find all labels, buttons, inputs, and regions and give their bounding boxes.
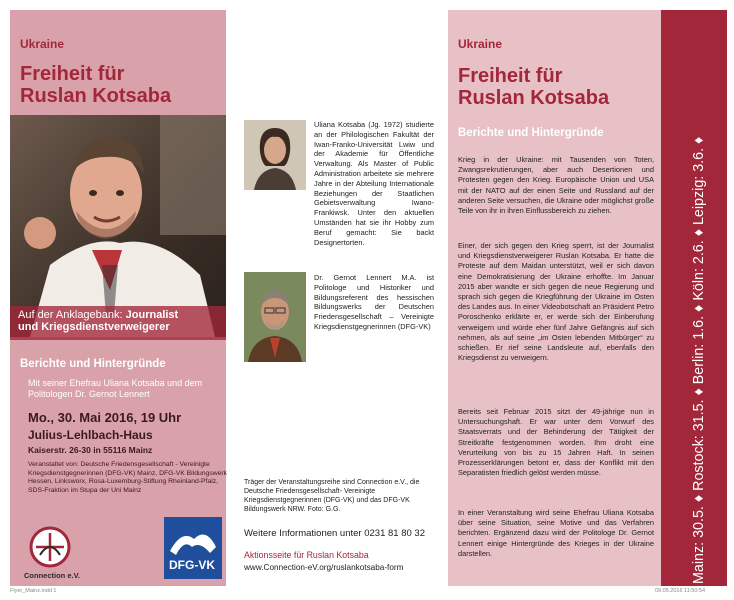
uliana-kotsaba-photo: [244, 120, 306, 190]
event-place: Julius-Lehlbach-Haus: [28, 428, 153, 442]
paragraph-1: Krieg in der Ukraine: mit Tausenden von Toten, Zwangsrekrutierungen, aber auch Desertionen und Protesten gegen den Krieg. Europäische Union und USA mit der NATO auf der einen Seite und Russland auf der anderen Seite versuchen, die Ukraine oder möglichst große Teile von ihr in ihren Einflussbereich zu ziehen.: [458, 155, 654, 216]
uliana-bio-text: Uliana Kotsaba (Jg. 1972) studierte an der Philologischen Fakultät der Iwan-Franko-Universität Lwiw und der Akademie für Öffentliche Verwaltung. Als Master of Public Administration arbeitete sie mehrere Jahre in der Abteilung Internationale Beziehungen der Staatlichen Gebietsverwaltung Iwano-Frankiwsk. Unter den aktuellen Umständen hat sie ihr Hobby zum Beruf gemacht: Sie backt Designertorten.: [314, 120, 434, 247]
speakers-text: Mit seiner Ehefrau Uliana Kotsaba und dem Politologen Dr. Gernot Lennert: [28, 378, 203, 399]
title-line-1: Freiheit für: [20, 63, 125, 85]
connection-ev-logo: [22, 525, 82, 581]
kicker-ukraine-right: Ukraine: [458, 37, 503, 51]
paragraph-2: Einer, der sich gegen den Krieg sperrt, ist der Journalist und Kriegsdienstverweigerer Ruslan Kotsaba. Er hatte die Proteste auf dem Maidan unterstützt, weil er sich davon eine Demokratisierung der Ukraine erhoffte. Im Januar 2015 aber wandte er sich gegen die neue Regierung und sprach sich gegen die Kriegführung der Ukraine im Osten des Landes aus. In einer Videobotschaft an Präsident Petro Poroschenko erklärte er, er werde sich der Einberufung verweigern und würde eher fünf Jahre Gefängnis auf sich nehmen, als auf seine „im Osten lebenden Mitbürger“ zu schießen. Er rief seine Landsleute auf, ebenfalls den Kriegsdienst zu verweigern.: [458, 241, 654, 363]
sponsor-text: Träger der Veranstaltungsreihe sind Connection e.V., die Deutsche Friedensgesellschaft- Vereinigte Kriegsdienstgegnerinnen (DFG-VK) und das DFG-VK Bildungswerk NRW. Foto: G.G.: [244, 479, 420, 513]
connection-logo-text: Connection e.V.: [24, 571, 80, 580]
event-address: Kaiserstr. 26-30 in 55116 Mainz: [28, 445, 153, 455]
paragraph-4: In einer Veranstaltung wird seine Ehefrau Uliana Kotsaba über seine Situation, seine Motive und das Verfahren berichten. Ergänzend dazu wird der Politologe Dr. Gernot Lennert einige Hintergründe des Krieges in der Ukraine darstellen.: [458, 508, 654, 558]
tour-dates-bar: [661, 10, 727, 586]
flyer-text-panel: [448, 10, 661, 586]
dfg-vk-logo: [164, 517, 222, 579]
caption-bold-2: und Kriegsdienstverweigerer: [18, 321, 170, 333]
flyer-inside-panel: [234, 10, 434, 586]
more-info-text: Weitere Informationen unter 0231 81 80 32: [244, 528, 425, 539]
print-file-label: Flyer_Mainz.indd 1: [10, 588, 57, 594]
ruslan-kotsaba-photo: [10, 115, 226, 337]
photo-caption: [10, 306, 226, 340]
organizers-text: Veranstaltet von: Deutsche Friedensgesellschaft - Vereinigte Kriegsdienstgegnerinnen (DFG-VK) Mainz, DFG-VK Bildungswerk Hessen, Linksworx, Rosa-Luxemburg-Stiftung Rheinland-Pfalz, SDS-Fraktion im Stupa der Uni Mainz: [28, 461, 228, 494]
flyer-front-panel: [10, 10, 226, 586]
event-date: Mo., 30. Mai 2016, 19 Uhr: [28, 410, 182, 425]
gernot-lennert-photo: [244, 272, 306, 362]
dfg-logo-text: DFG-VK: [169, 558, 215, 572]
tour-dates-text: Mainz: 30.5. ♦ Rostock: 31.5. ♦ Berlin: 1.6. ♦ Köln: 2.6. ♦ Leipzig: 3.6. ♦: [691, 136, 707, 584]
title-line-2-right: Ruslan Kotsaba: [458, 87, 610, 109]
paragraph-3: Bereits seit Februar 2015 sitzt der 49-jährige nun in Untersuchungshaft. Er war unter dem Vorwurf des Staatsverrats und der Behinderung der Tätigkeit der Streitkräfte festgenommen worden. Ihm droht eine Verurteilung von bis zu 15 Jahren Haft. In seinen Prozesserklärungen betont er, dass der Konflikt mit den Separatisten friedlich gelöst werden müsse.: [458, 407, 654, 478]
sub-heading: Berichte und Hintergründe: [20, 358, 166, 370]
print-timestamp: 09.05.2016 11:50:54: [655, 588, 706, 594]
gernot-bio-text: Dr. Gernot Lennert M.A. ist Politologe und Historiker und Bildungsreferent des hessischen Bildungswerks der Deutschen Friedensgesellschaft – Vereinigte Kriegsdienstgegnerinnen (DFG-VK): [314, 273, 434, 331]
title-line-1-right: Freiheit für: [458, 65, 563, 87]
right-subtitle: Berichte und Hintergründe: [458, 127, 604, 139]
campaign-link[interactable]: Aktionsseite für Ruslan Kotsaba: [244, 550, 369, 560]
caption-text: Auf der Anklagebank:: [18, 309, 126, 321]
caption-bold-1: Journalist: [125, 309, 179, 321]
kicker-ukraine: Ukraine: [20, 37, 65, 51]
website-link[interactable]: www.Connection-eV.org/ruslankotsaba-form: [244, 563, 404, 572]
title-line-2: Ruslan Kotsaba: [20, 85, 172, 107]
